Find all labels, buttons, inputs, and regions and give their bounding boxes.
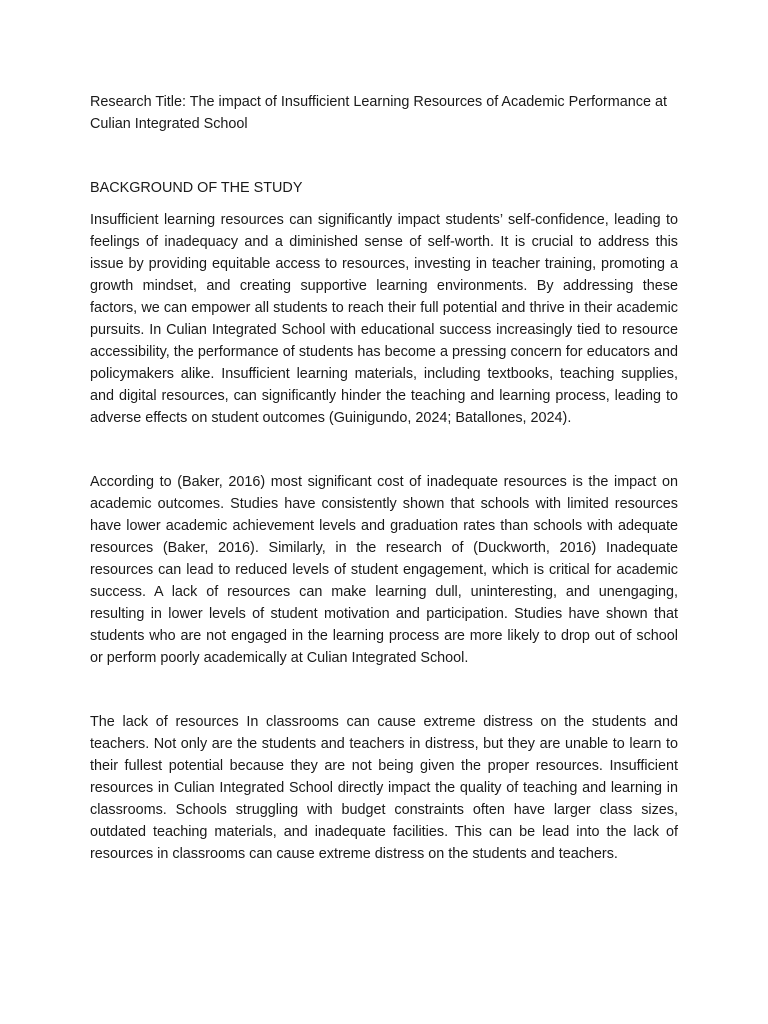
section-heading: BACKGROUND OF THE STUDY [90, 180, 303, 196]
paragraph-1: Insufficient learning resources can significantly impact students’ self-confidence, leading to feelings of inadequacy and a diminished sense of self-worth. It is crucial to address this issue by providing equitable access to resources, investing in teacher training, promoting a growth mindset, and creating supportive learning environments. By addressing these factors, we can empower all students to reach their full potential and thrive in their academic pursuits. In Culian Integrated School with educational success increasingly tied to resource accessibility, the performance of students has become a pressing concern for educators and policymakers alike. Insufficient learning materials, including textbooks, teaching supplies, and digital resources, can significantly hinder the teaching and learning process, leading to adverse effects on student outcomes (Guinigundo, 2024; Batallones, 2024). [90, 212, 678, 426]
research-title: Research Title: The impact of Insufficient Learning Resources of Academic Performance at Culian Integrated School [90, 94, 667, 132]
paragraph-2: According to (Baker, 2016) most significant cost of inadequate resources is the impact on academic outcomes. Studies have consistently shown that schools with limited resources have lower academic achievement levels and graduation rates than schools with adequate resources (Baker, 2016). Similarly, in the research of (Duckworth, 2016) Inadequate resources can lead to reduced levels of student engagement, which is critical for academic success. A lack of resources can make learning dull, uninteresting, and unengaging, resulting in lower levels of student motivation and participation. Studies have shown that students who are not engaged in the learning process are more likely to drop out of school or perform poorly academically at Culian Integrated School. [90, 474, 678, 666]
paragraph-3: The lack of resources In classrooms can cause extreme distress on the students and teachers. Not only are the students and teachers in distress, but they are unable to learn to their fullest potential because they are not being given the proper resources. Insufficient resources in Culian Integrated School directly impact the quality of teaching and learning in classrooms. Schools struggling with budget constraints often have larger class sizes, outdated teaching materials, and inadequate facilities. This can be lead into the lack of resources in classrooms can cause extreme distress on the students and teachers. [90, 714, 678, 862]
document-body [90, 91, 678, 865]
